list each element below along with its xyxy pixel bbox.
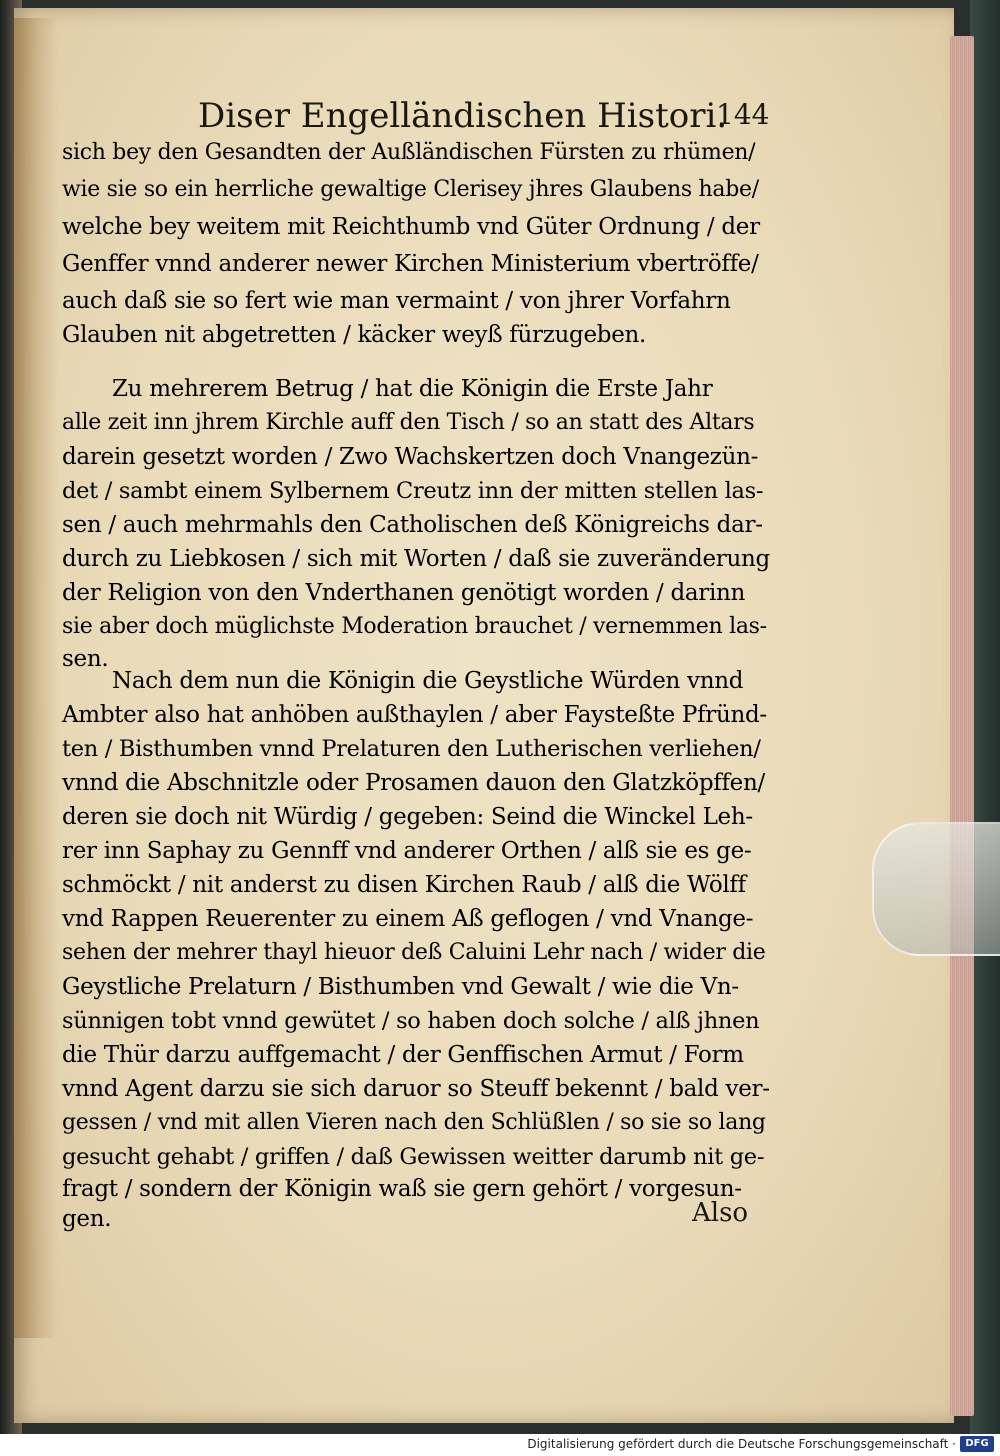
text-line: Nach dem nun die Königin die Geystliche Würden vnnd bbox=[112, 668, 744, 694]
text-line: gesucht gehabt / griffen / daß Gewissen weitter darumb nit ge- bbox=[62, 1144, 765, 1170]
text-line: alle zeit inn jhrem Kirchle auff den Tisch / so an statt des Altars bbox=[62, 410, 755, 435]
scan-surround bbox=[970, 0, 1000, 1456]
text-line: gen. bbox=[62, 1206, 112, 1232]
text-line: vnd Rappen Reuerenter zu einem Aß geflogen / vnd Vnange- bbox=[62, 906, 754, 932]
text-line: auch daß sie so fert wie man vermaint / von jhrer Vorfahrn bbox=[62, 288, 731, 314]
text-line: Zu mehrerem Betrug / hat die Königin die Erste Jahr bbox=[112, 376, 713, 402]
text-line: rer inn Saphay zu Gennff vnd anderer Orthen / alß sie es ge- bbox=[62, 838, 752, 864]
text-line: der Religion von den Vnderthanen genötigt worden / darinn bbox=[62, 580, 746, 606]
text-line: welche bey weitem mit Reichthumb vnd Güter Ordnung / der bbox=[62, 214, 760, 240]
page-edges bbox=[950, 36, 974, 1416]
text-line: wie sie so ein herrliche gewaltige Clerisey jhres Glaubens habe/ bbox=[62, 177, 759, 202]
running-header: Diser Engelländischen Histori. bbox=[198, 96, 728, 136]
text-line: Glauben nit abgetretten / käcker weyß fürzugeben. bbox=[62, 322, 647, 348]
text-line: schmöckt / nit anderst zu disen Kirchen Raub / alß die Wölff bbox=[62, 872, 746, 898]
text-line: deren sie doch nit Würdig / gegeben: Seind die Winckel Leh- bbox=[62, 804, 753, 830]
text-line: sehen der mehrer thayl hieuor deß Caluini Lehr nach / wider die bbox=[62, 940, 766, 965]
text-line: fragt / sondern der Königin waß sie gern gehört / vorgesun- bbox=[62, 1176, 742, 1202]
dfg-logo-icon: DFG bbox=[960, 1436, 994, 1452]
text-line: Geystliche Prelaturn / Bisthumben vnd Gewalt / wie die Vn- bbox=[62, 974, 739, 1000]
text-line: sen. bbox=[62, 646, 109, 672]
catchword: Also bbox=[692, 1198, 749, 1228]
foxing-stain bbox=[14, 18, 58, 1338]
text-line: darein gesetzt worden / Zwo Wachskertzen doch Vnangezün- bbox=[62, 444, 759, 470]
text-line: Ambter also hat anhöben außthaylen / aber Faysteßte Pfründ- bbox=[62, 702, 767, 728]
text-line: durch zu Liebkosen / sich mit Worten / daß sie zuveränderung bbox=[62, 546, 770, 572]
page-number: 144 bbox=[716, 98, 770, 131]
page-clip bbox=[872, 822, 1000, 956]
text-line: vnnd Agent darzu sie sich daruor so Steuff bekennt / bald ver- bbox=[62, 1076, 770, 1102]
text-line: die Thür darzu auffgemacht / der Genffischen Armut / Form bbox=[62, 1042, 744, 1068]
text-line: ten / Bisthumben vnnd Prelaturen den Lutherischen verliehen/ bbox=[62, 736, 761, 762]
text-line: Genffer vnnd anderer newer Kirchen Ministerium vbertröffe/ bbox=[62, 251, 759, 277]
text-line: sich bey den Gesandten der Außländischen Fürsten zu rhümen/ bbox=[62, 140, 756, 165]
text-line: sünnigen tobt vnnd gewütet / so haben doch solche / alß jhnen bbox=[62, 1008, 760, 1034]
footer-credit: Digitalisierung gefördert durch die Deutsche Forschungsgemeinschaft · bbox=[527, 1437, 956, 1451]
text-line: vnnd die Abschnitzle oder Prosamen dauon den Glatzköpffen/ bbox=[62, 770, 765, 796]
text-line: gessen / vnd mit allen Vieren nach den Schlüßlen / so sie so lang bbox=[62, 1110, 766, 1135]
text-line: sen / auch mehrmahls den Catholischen deß Königreichs dar- bbox=[62, 512, 763, 538]
text-line: sie aber doch müglichste Moderation brauchet / vernemmen las- bbox=[62, 614, 767, 639]
text-line: det / sambt einem Sylbernem Creutz inn der mitten stellen las- bbox=[62, 478, 764, 504]
